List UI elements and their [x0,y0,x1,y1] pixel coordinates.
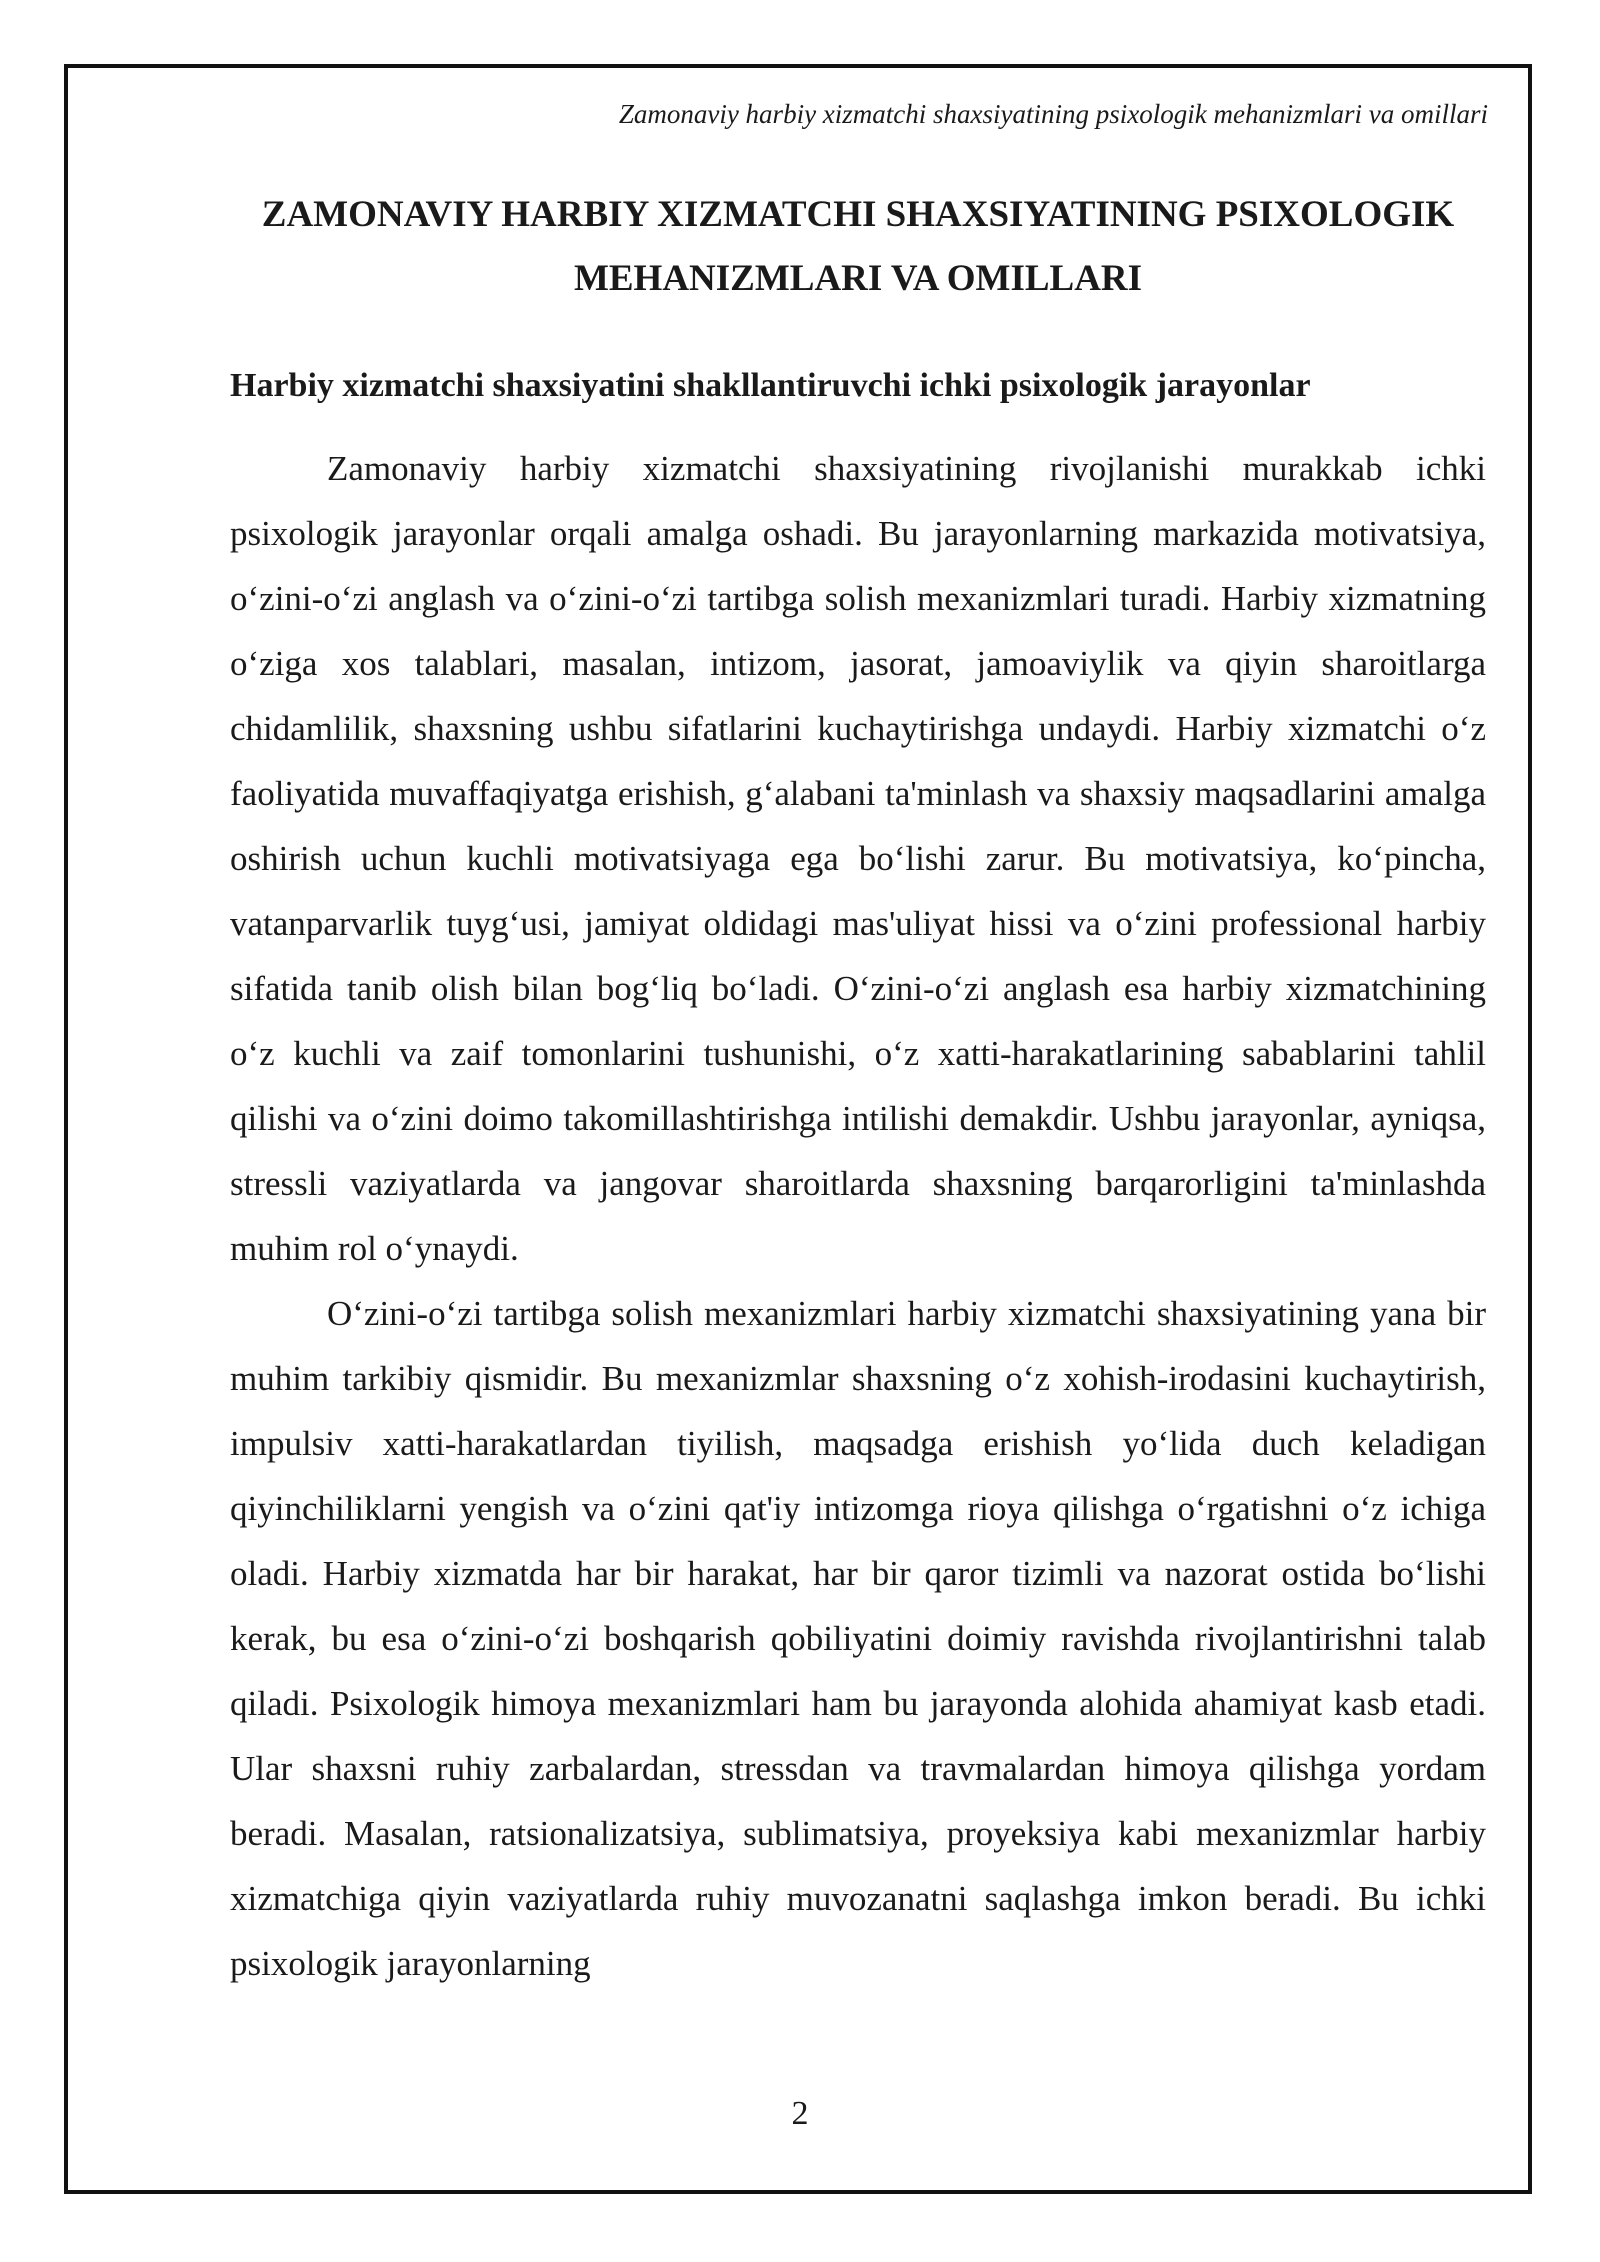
paragraph-2: O‘zini-o‘zi tartibga solish mexanizmlari harbiy xizmatchi shaxsiyatining yana bir muhim tarkibiy qismidir. Bu mexanizmlar shaxsning o‘z xohish-irodasini kuchaytirish, impulsiv xatti-harakatlardan tiyilish, maqsadga erishish yo‘lida duch keladigan qiyinchiliklarni yengish va o‘zini qat'iy intizomga rioya qilishga o‘rgatishni o‘z ichiga oladi. Harbiy xizmatda har bir harakat, har bir qaror tizimli va nazorat ostida bo‘lishi kerak, bu esa o‘zini-o‘zi boshqarish qobiliyatini doimiy ravishda rivojlantirishni talab qiladi. Psixologik himoya mexanizmlari ham bu jarayonda alohida ahamiyat kasb etadi. Ular shaxsni ruhiy zarbalardan, stressdan va travmalardan himoya qilishga yordam beradi. Masalan, ratsionalizatsiya, sublimatsiya, proyeksiya kabi mexanizmlar harbiy xizmatchiga qiyin vaziyatlarda ruhiy muvozanatni saqlashga imkon beradi. Bu ichki psixologik jarayonlarning [230,1294,1486,1983]
running-header: Zamonaviy harbiy xizmatchi shaxsiyatining psixologik mehanizmlari va omillari [618,99,1488,129]
document-title-line-2: MEHANIZMLARI VA OMILLARI [573,258,1143,299]
document-title-line-1: ZAMONAVIY HARBIY XIZMATCHI SHAXSIYATINING PSIXOLOGIK [261,194,1455,235]
page-number: 2 [791,2095,809,2132]
section-heading: Harbiy xizmatchi shaxsiyatini shakllantiruvchi ichki psixologik jarayonlar [230,367,1311,404]
document-title [230,183,1486,311]
body-text [230,436,1486,1996]
paragraph-1: Zamonaviy harbiy xizmatchi shaxsiyatining rivojlanishi murakkab ichki psixologik jarayonlar orqali amalga oshadi. Bu jarayonlarning markazida motivatsiya, o‘zini-o‘zi anglash va o‘zini-o‘zi tartibga solish mexanizmlari turadi. Harbiy xizmatning o‘ziga xos talablari, masalan, intizom, jasorat, jamoaviylik va qiyin sharoitlarga chidamlilik, shaxsning ushbu sifatlarini kuchaytirishga undaydi. Harbiy xizmatchi o‘z faoliyatida muvaffaqiyatga erishish, g‘alabani ta'minlash va shaxsiy maqsadlarini amalga oshirish uchun kuchli motivatsiyaga ega bo‘lishi zarur. Bu motivatsiya, ko‘pincha, vatanparvarlik tuyg‘usi, jamiyat oldidagi mas'uliyat hissi va o‘zini professional harbiy sifatida tanib olish bilan bog‘liq bo‘ladi. O‘zini-o‘zi anglash esa harbiy xizmatchining o‘z kuchli va zaif tomonlarini tushunishi, o‘z xatti-harakatlarining sabablarini tahlil qilishi va o‘zini doimo takomillashtirishga intilishi demakdir. Ushbu jarayonlar, ayniqsa, stressli vaziyatlarda va jangovar sharoitlarda shaxsning barqarorligini ta'minlashda muhim rol o‘ynaydi. [230,449,1486,1268]
